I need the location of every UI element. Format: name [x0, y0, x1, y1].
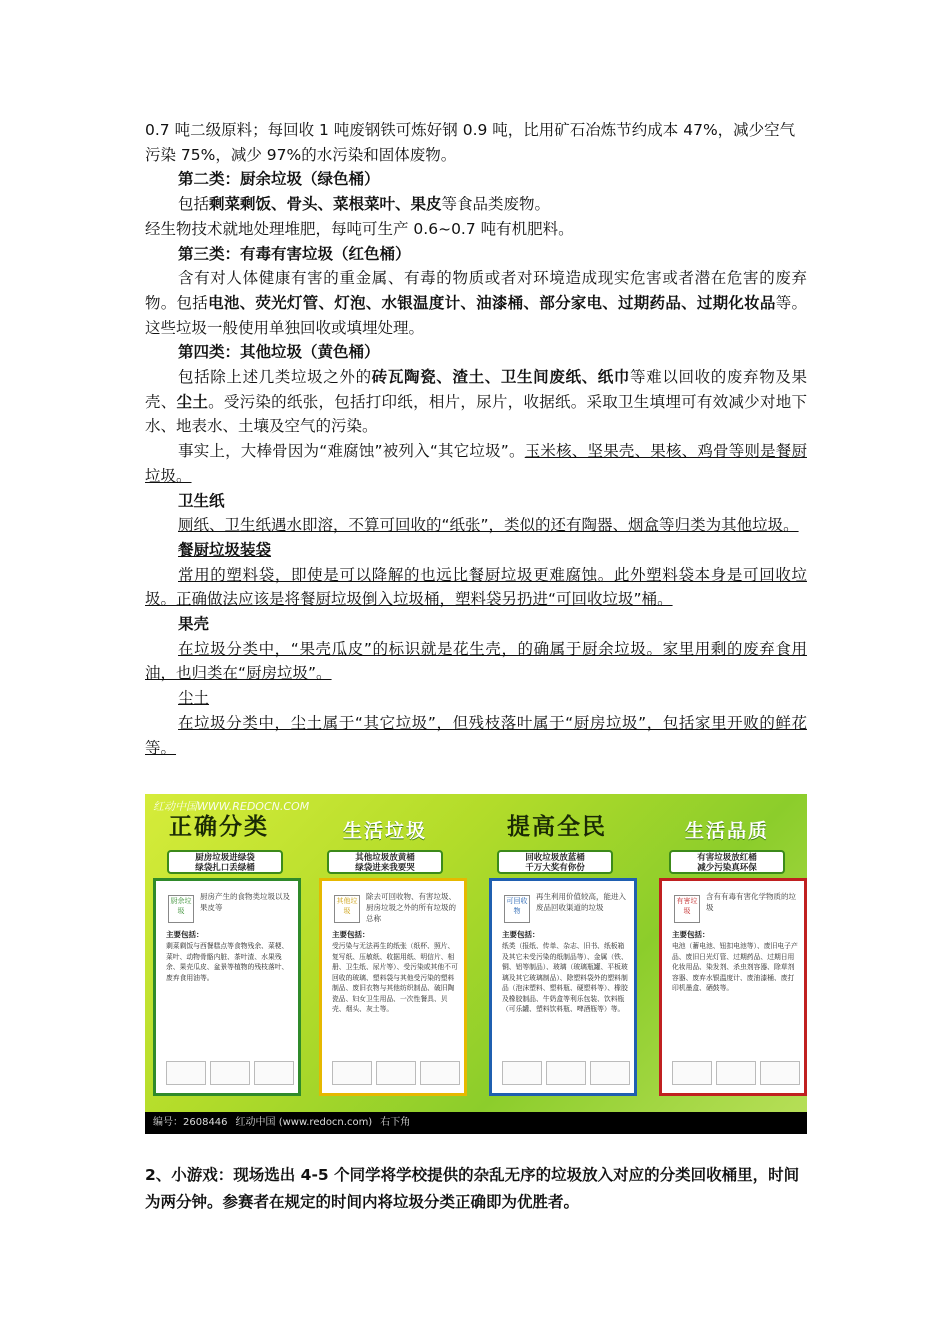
poster-footer: 编号：2608446 红动中国 (www.redocn.com) 右下角 [145, 1112, 807, 1134]
game-instructions: 2、小游戏：现场选出 4-5 个同学将学校提供的杂乱无序的垃圾放入对应的分类回收桶里，时间为两分钟。参赛者在规定的时间内将垃圾分类正确即为优胜者。 [145, 1166, 800, 1211]
poster-card-kitchen: 厨余垃圾 厨房产生的食物类垃圾以及果皮等 主要包括： 剩菜剩饭与西餐糕点等食物残余、菜梗、菜叶、动物骨骼内脏、茶叶渣、水果残余、果壳瓜皮、盆景等植物的残枝落叶、废弃食用油等。 [153, 878, 301, 1096]
dust-text: 在垃圾分类中，尘土属于“其它垃圾”，但残枝落叶属于“厨房垃圾”，包括家里开败的鲜花等。 [145, 713, 807, 757]
hazardous-icons [672, 1061, 800, 1085]
category-3-title: 第三类：有毒有害垃圾（红色桶） [178, 244, 411, 263]
kitchen-waste-icon: 厨余垃圾 [168, 895, 194, 923]
poster-banner-4: 有害垃圾放红桶 减少污染真环保 [669, 850, 785, 874]
other-waste-icon: 其他垃圾 [334, 895, 360, 923]
category-2-items: 包括剩菜剩饭、骨头、菜根菜叶、果皮等食品类废物。 [178, 195, 551, 214]
kitchen-icons [166, 1061, 294, 1085]
poster-card-other: 其他垃圾 除去可回收物、有害垃圾、厨房垃圾之外的所有垃圾的总称 主要包括： 受污染与无法再生的纸张（纸杯、照片、复写纸、压敏纸、收据用纸、明信片、相册、卫生纸、尿片等）、受污染或其他不可回收的玻璃、塑料袋与其他受污染的塑料制品、废旧衣物与其他纺织制品、破旧陶瓷品、妇女卫生用品、一次性餐具、贝壳、烟头、灰土等。 [319, 878, 467, 1096]
poster-banner-2: 其他垃圾放黄桶 绿袋进来我要哭 [327, 850, 443, 874]
poster-card-recyclable: 可回收物 再生利用价值较高，能进入废品回收渠道的垃圾 主要包括： 纸类（报纸、传单、杂志、旧书、纸板箱及其它未受污染的纸制品等）、金属（铁、铜、铝等制品）、玻璃（玻璃瓶罐、平板玻璃及其它玻璃制品）、除塑料袋外的塑料制品（泡沫塑料、塑料瓶、硬塑料等）、橡胶及橡胶制品、牛奶盒等利乐包装、饮料瓶（可乐罐、塑料饮料瓶、啤酒瓶等）等。 [489, 878, 637, 1096]
bag-title: 餐厨垃圾装袋 [178, 540, 272, 559]
category-2-title: 第二类：厨余垃圾（绿色桶） [178, 170, 380, 189]
poster-card-hazardous: 有害垃圾 含有有毒有害化学物质的垃圾 主要包括： 电池（蓄电池、钮扣电池等）、废旧电子产品、废旧日光灯管、过期药品、过期日用化妆用品、染发剂、杀虫剂容器、除草剂容器、废弃水银温度计、废油漆桶、废打印机墨盒、硒鼓等。 [659, 878, 807, 1096]
document-body [145, 118, 807, 760]
poster-title-3: 提高全民 [507, 814, 607, 840]
intro-line-2: 污染 75%，减少 97%的水污染和固体废物。 [145, 145, 457, 164]
category-3-text: 含有对人体健康有害的重金属、有毒的物质或者对环境造成现实危害或者潜在危害的废弃物。包括电池、荧光灯管、灯泡、水银温度计、油漆桶、部分家电、过期药品、过期化妆品等。这些垃圾一般使用单独回收或填埋处理。 [145, 269, 807, 337]
shell-text: 在垃圾分类中，“果壳瓜皮”的标识就是花生壳，的确属于厨余垃圾。家里用剩的废弃食用油，也归类在“厨房垃圾”。 [145, 639, 807, 683]
poster-title-4: 生活品质 [685, 820, 770, 842]
recycle-icon: 可回收物 [504, 895, 530, 923]
poster-title-2: 生活垃圾 [343, 820, 428, 842]
garbage-sorting-poster [145, 794, 807, 1134]
intro-line-1: 0.7 吨二级原料；每回收 1 吨废钢铁可炼好钢 0.9 吨，比用矿石冶炼节约成本 47%，减少空气 [145, 121, 796, 139]
poster-banner-1: 厨房垃圾进绿袋 绿袋扎口丢绿桶 [167, 850, 283, 874]
dust-title: 尘土 [178, 689, 210, 708]
shell-title: 果壳 [178, 615, 210, 634]
hazardous-waste-icon: 有害垃圾 [674, 895, 700, 923]
category-2-process: 经生物技术就地处理堆肥，每吨可生产 0.6~0.7 吨有机肥料。 [145, 219, 574, 238]
poster-watermark: 红动中国WWW.REDOCN.COM [153, 800, 310, 813]
tissue-title: 卫生纸 [178, 491, 225, 510]
tissue-text: 厕纸、卫生纸遇水即溶，不算可回收的“纸张”，类似的还有陶器、烟盒等归类为其他垃圾。 [178, 516, 799, 535]
poster-banner-3: 回收垃圾放蓝桶 千万大奖有你份 [497, 850, 613, 874]
poster-title-1: 正确分类 [169, 814, 269, 840]
category-4-title: 第四类：其他垃圾（黄色桶） [178, 343, 380, 362]
other-icons [332, 1061, 460, 1085]
category-4-text: 包括除上述几类垃圾之外的砖瓦陶瓷、渣土、卫生间废纸、纸巾等难以回收的废弃物及果壳、尘土。受污染的纸张，包括打印纸，相片，尿片，收据纸。采取卫生填埋可有效减少对地下水、地表水、土壤及空气的污染。 [145, 368, 807, 436]
bag-text: 常用的塑料袋，即使是可以降解的也远比餐厨垃圾更难腐蚀。此外塑料袋本身是可回收垃圾。正确做法应该是将餐厨垃圾倒入垃圾桶，塑料袋另扔进“可回收垃圾”桶。 [145, 565, 807, 609]
recyclable-icons [502, 1061, 630, 1085]
fact-paragraph: 事实上，大棒骨因为“难腐蚀”被列入“其它垃圾”。玉米核、坚果壳、果核、鸡骨等则是餐厨垃圾。 [145, 442, 807, 485]
